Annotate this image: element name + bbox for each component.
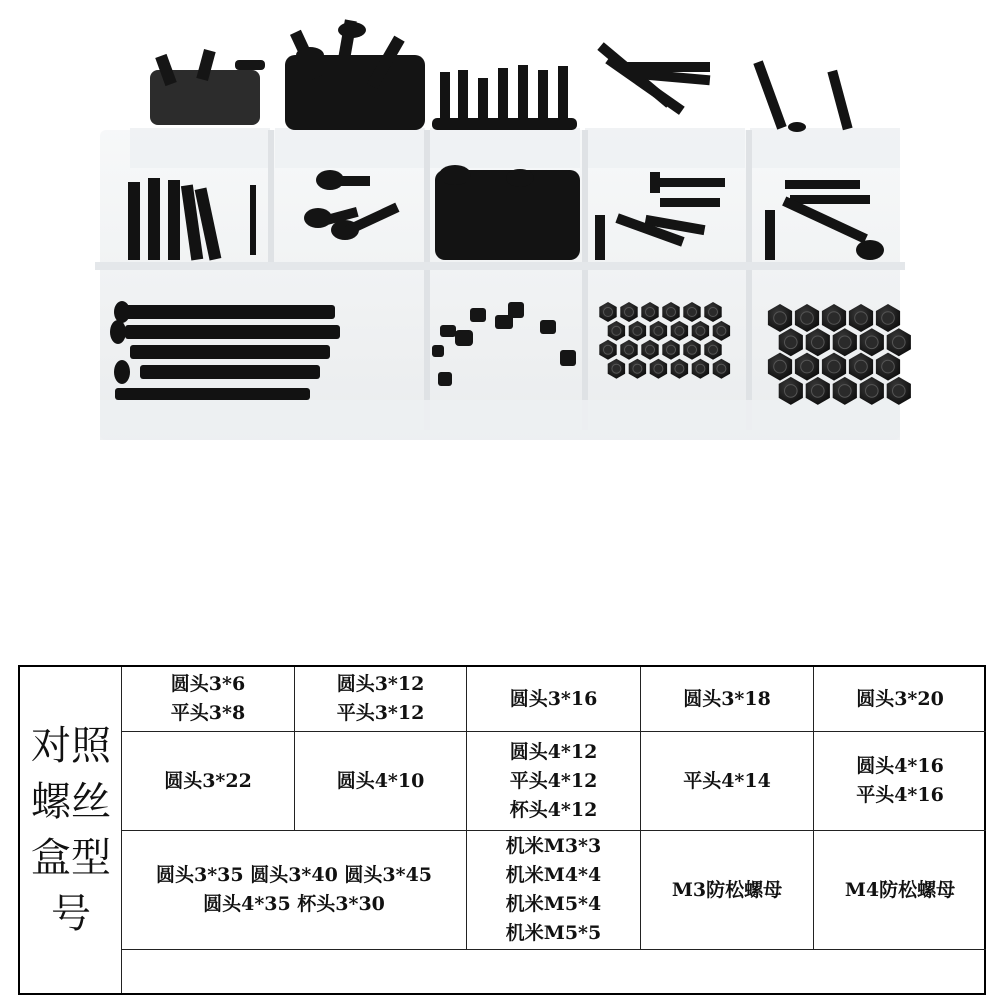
- cell-line: 机米M3*3: [505, 835, 602, 857]
- cell-line: 圆头4*16: [856, 755, 944, 777]
- table-cell: [467, 667, 640, 731]
- cell-line: 圆头4*12: [509, 740, 598, 763]
- nut-hole: [774, 360, 787, 373]
- compartment-mixed-pile: [435, 165, 580, 260]
- nut-hole: [625, 308, 634, 317]
- cell-line: M3防松螺母: [671, 878, 783, 901]
- nut-hole: [667, 345, 676, 354]
- nut-hole: [654, 326, 663, 335]
- nut-hole: [785, 336, 798, 349]
- cell-line: 平头4*14: [683, 769, 771, 792]
- table-cell: [814, 831, 986, 949]
- nut-hole: [866, 385, 879, 398]
- model-comparison-table: [18, 665, 986, 995]
- table-cell: [814, 667, 986, 731]
- nut-hole: [646, 345, 655, 354]
- nut-hole: [604, 308, 613, 317]
- nut-hole: [828, 360, 841, 373]
- nut-hole: [801, 312, 814, 325]
- cell-line: 机米M5*4: [505, 893, 602, 915]
- cell-line: 机米M5*5: [505, 922, 602, 944]
- nut-hole: [717, 364, 726, 373]
- cell-line: 杯头4*12: [509, 798, 598, 821]
- nut-hole: [696, 326, 705, 335]
- cell-line: M4防松螺母: [844, 878, 956, 901]
- nut-hole: [839, 336, 852, 349]
- table-cell: [295, 732, 466, 830]
- nut-hole: [855, 312, 868, 325]
- table-cell: [467, 732, 640, 830]
- table-cell: [641, 831, 813, 949]
- cell-line: 圆头4*10: [336, 769, 425, 792]
- table-cell: [641, 667, 813, 731]
- table-cell: [295, 667, 466, 731]
- nut-hole: [667, 308, 676, 317]
- nut-hole: [828, 312, 841, 325]
- cell-line: 平头4*16: [856, 784, 944, 806]
- nut-hole: [696, 364, 705, 373]
- cell-line: 平头4*12: [509, 769, 598, 792]
- nut-hole: [654, 364, 663, 373]
- table-cell: [814, 732, 986, 830]
- nut-hole: [812, 336, 825, 349]
- nut-hole: [774, 312, 787, 325]
- nut-hole: [709, 308, 718, 317]
- cell-line: 机米M4*4: [505, 864, 602, 886]
- nut-hole: [866, 336, 879, 349]
- nut-hole: [839, 385, 852, 398]
- table-cell: [122, 831, 466, 949]
- nut-hole: [882, 312, 895, 325]
- nut-hole: [675, 364, 684, 373]
- nut-hole: [855, 360, 868, 373]
- cell-line: 圆头3*18: [683, 687, 771, 710]
- nut-hole: [688, 345, 697, 354]
- nut-hole: [604, 345, 613, 354]
- table-title: 对照螺丝盒型号: [31, 723, 111, 937]
- nut-hole: [882, 360, 895, 373]
- cell-line: 平头3*8: [170, 702, 246, 724]
- table-cell: [122, 667, 294, 731]
- nut-hole: [893, 385, 906, 398]
- table-title-cell: [20, 667, 122, 993]
- nut-hole: [612, 364, 621, 373]
- nut-hole: [646, 308, 655, 317]
- nut-hole: [633, 364, 642, 373]
- cell-line: 圆头3*20: [856, 687, 944, 710]
- nut-hole: [785, 385, 798, 398]
- table-cell: [467, 831, 640, 949]
- cell-line: 平头3*12: [336, 702, 425, 724]
- nut-hole: [612, 326, 621, 335]
- cell-line: 圆头3*12: [336, 673, 425, 695]
- table-cell: [122, 732, 294, 830]
- cell-line: 圆头3*22: [164, 769, 252, 792]
- nut-hole: [709, 345, 718, 354]
- nut-hole: [675, 326, 684, 335]
- nut-hole: [893, 336, 906, 349]
- table-cell: [641, 732, 813, 830]
- nut-hole: [801, 360, 814, 373]
- nut-hole: [717, 326, 726, 335]
- cell-line: 圆头4*35 杯头3*30: [203, 893, 385, 915]
- cell-line: 圆头3*35 圆头3*40 圆头3*45: [155, 864, 433, 886]
- nut-hole: [625, 345, 634, 354]
- nut-hole: [633, 326, 642, 335]
- nut-hole: [688, 308, 697, 317]
- nut-hole: [812, 385, 825, 398]
- compartment-small-screws: [150, 49, 265, 125]
- cell-line: 圆头3*6: [170, 673, 246, 695]
- cell-line: 圆头3*16: [509, 687, 598, 710]
